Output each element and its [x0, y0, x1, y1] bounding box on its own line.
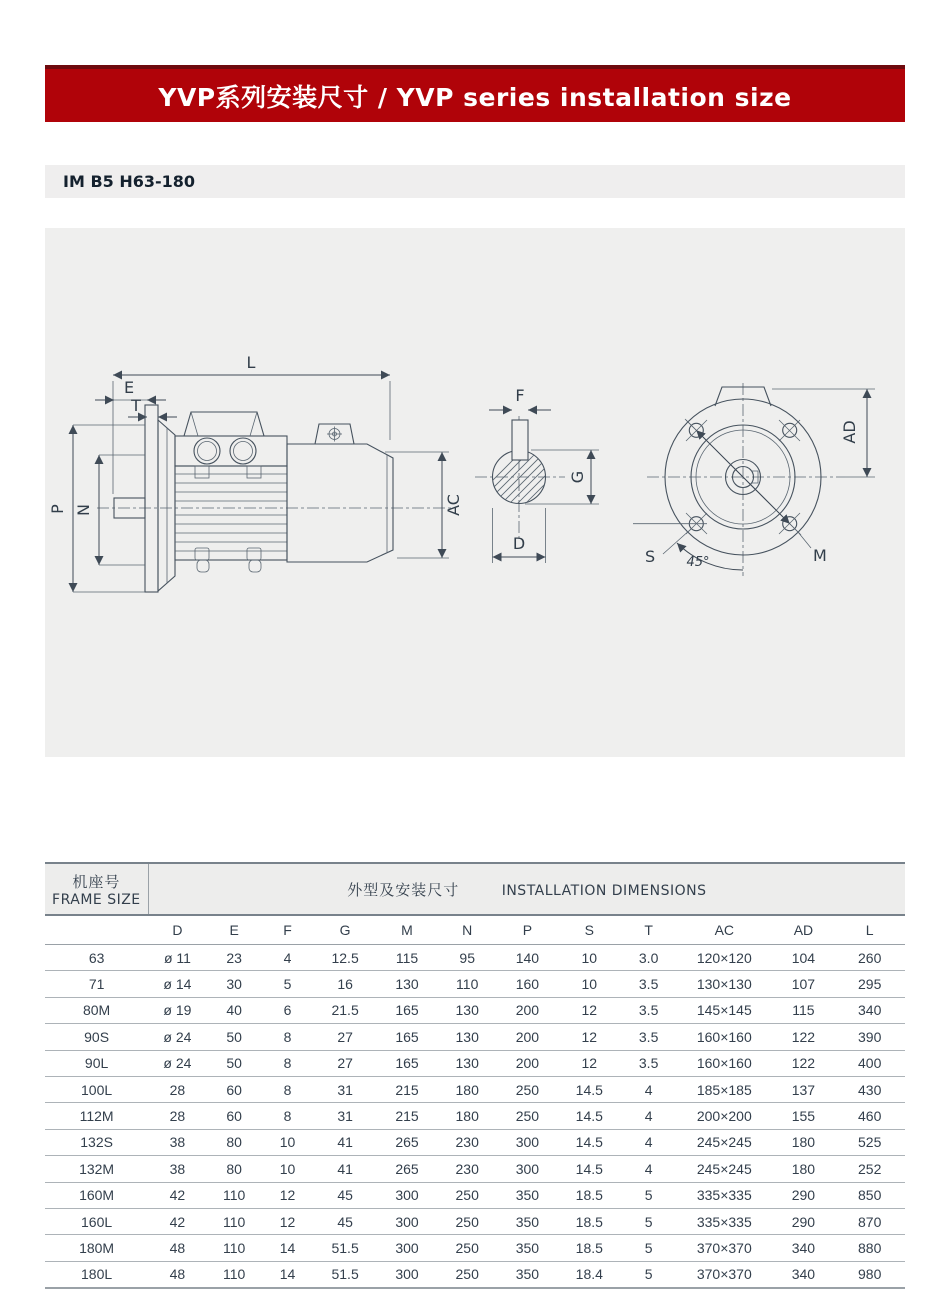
dimension-cell: 130	[437, 997, 497, 1023]
dimension-cell: 80	[207, 1129, 262, 1155]
dimension-cell: 215	[377, 1076, 437, 1102]
dimension-cell: 165	[377, 1024, 437, 1050]
dimension-cell: 350	[497, 1182, 557, 1208]
column-header-G: G	[313, 915, 377, 945]
dimension-cell: 5	[262, 971, 314, 997]
dimension-cell: 27	[313, 1050, 377, 1076]
dimension-cell: 8	[262, 1050, 314, 1076]
dimension-cell: 880	[834, 1235, 905, 1261]
dimension-cell: 28	[148, 1103, 206, 1129]
dimension-cell: 18.5	[557, 1235, 621, 1261]
dimension-cell: 51.5	[313, 1235, 377, 1261]
dim-label-AC: AC	[444, 494, 463, 516]
dimension-cell: 110	[223, 1266, 246, 1283]
column-header-T: T	[621, 915, 676, 945]
dimension-cell: 50	[207, 1024, 262, 1050]
dimension-cell: 300	[497, 1156, 557, 1182]
dim-label-G: G	[568, 470, 587, 484]
installation-dimensions-header	[148, 863, 905, 915]
dimension-cell: 6	[262, 997, 314, 1023]
dimension-cell: 8	[262, 1076, 314, 1102]
dimension-cell: 300	[377, 1182, 437, 1208]
column-header-L: L	[834, 915, 905, 945]
dimension-cell: 14.5	[557, 1103, 621, 1129]
dimension-cell: 155	[772, 1103, 834, 1129]
dimension-cell: 130	[377, 971, 437, 997]
table-row	[45, 1103, 905, 1129]
dimension-cell: 260	[834, 945, 905, 971]
frame-size-cell: 180M	[45, 1235, 148, 1261]
dimensions-table-wrap	[45, 862, 905, 1289]
dimension-cell: 48	[169, 1266, 186, 1283]
dimension-cell: 10	[262, 1129, 314, 1155]
dimension-cell: ø 11	[148, 945, 206, 971]
table-row	[45, 997, 905, 1023]
dim-label-F: F	[515, 386, 525, 405]
drawing-panel	[45, 228, 905, 757]
dimension-cell: 60	[207, 1103, 262, 1129]
dimension-cell: 31	[313, 1076, 377, 1102]
dimension-cell: 180	[772, 1156, 834, 1182]
dimension-cell: 18.5	[557, 1182, 621, 1208]
dim-label-angle: 45°	[686, 555, 710, 570]
dimension-cell: 4	[621, 1076, 676, 1102]
column-header-N: N	[437, 915, 497, 945]
dimension-cell: 12.5	[313, 945, 377, 971]
dim-label-P: P	[48, 504, 67, 514]
dimension-cell: 137	[772, 1076, 834, 1102]
dimension-cell: 335×335	[676, 1208, 772, 1234]
dimension-cell: 200	[497, 997, 557, 1023]
dimension-cell: 45	[313, 1182, 377, 1208]
dim-label-L: L	[246, 353, 256, 372]
dimension-cell: 3.5	[621, 997, 676, 1023]
dimension-cell: 180	[437, 1103, 497, 1129]
dimension-cell: 110	[207, 1235, 262, 1261]
dimension-cell: 110	[437, 971, 497, 997]
dimension-cell: 300	[377, 1235, 437, 1261]
dimension-cell: 215	[377, 1103, 437, 1129]
dimension-cell: 3.5	[621, 1050, 676, 1076]
table-row	[45, 1024, 905, 1050]
dimension-cell: 130×130	[676, 971, 772, 997]
dimension-cell: 160×160	[676, 1050, 772, 1076]
column-header-AC: AC	[676, 915, 772, 945]
dimension-cell: 250	[437, 1182, 497, 1208]
dimension-cell: 95	[437, 945, 497, 971]
table-header-row	[45, 863, 905, 915]
dimension-cell: 14.5	[557, 1076, 621, 1102]
dimension-cell: 4	[621, 1129, 676, 1155]
dimension-cell: 250	[437, 1235, 497, 1261]
dimension-cell: 115	[377, 945, 437, 971]
dimension-cell: 48	[148, 1235, 206, 1261]
dimension-cell: 850	[834, 1182, 905, 1208]
table-row	[45, 971, 905, 997]
dimension-cell: 290	[772, 1182, 834, 1208]
dimension-cell: 110	[207, 1182, 262, 1208]
motor-drawing	[45, 228, 905, 757]
dimension-cell: 41	[313, 1129, 377, 1155]
dimension-cell: 300	[497, 1129, 557, 1155]
table-row	[45, 1182, 905, 1208]
dimension-cell: 38	[148, 1156, 206, 1182]
dimension-cell: ø 24	[148, 1050, 206, 1076]
frame-size-cell: 90L	[45, 1050, 148, 1076]
dimension-cell: 370×370	[676, 1235, 772, 1261]
column-header-AD: AD	[772, 915, 834, 945]
dimension-cell: 370×370	[696, 1266, 752, 1283]
dim-label-E: E	[123, 378, 135, 397]
frame-size-cell: 180L	[81, 1266, 113, 1283]
dimension-cell: 8	[262, 1103, 314, 1129]
dimension-cell: 42	[148, 1208, 206, 1234]
dim-label-N: N	[74, 504, 93, 516]
dimension-cell: 12	[262, 1182, 314, 1208]
dimension-cell: 340	[791, 1266, 816, 1283]
table-body	[45, 945, 905, 1289]
dim-label-T: T	[131, 396, 141, 415]
dimension-cell: 16	[313, 971, 377, 997]
dimension-cell: 350	[497, 1235, 557, 1261]
dimension-cell: ø 14	[148, 971, 206, 997]
dimension-cell: ø 24	[148, 1024, 206, 1050]
dimension-cell: 4	[621, 1156, 676, 1182]
frame-size-cell: 112M	[45, 1103, 148, 1129]
dimension-cell: 980	[858, 1266, 882, 1283]
frame-size-header-en: FRAME SIZE	[52, 891, 141, 908]
dimension-cell: 265	[377, 1156, 437, 1182]
dimension-cell: 14.5	[557, 1129, 621, 1155]
dimension-cell: 40	[207, 997, 262, 1023]
eyebolt-icon	[327, 427, 342, 442]
dimension-cell: 18.4	[575, 1266, 603, 1283]
dimension-cell: 115	[772, 997, 834, 1023]
dimension-cell: 50	[207, 1050, 262, 1076]
dimension-cell: 5	[644, 1266, 653, 1283]
dimension-cell: 60	[207, 1076, 262, 1102]
side-view	[48, 353, 463, 592]
dimension-cell: 4	[621, 1103, 676, 1129]
dimension-cell: 230	[437, 1156, 497, 1182]
installation-dimensions-header-cn: 外型及安装尺寸	[347, 880, 460, 899]
mounting-code: IM B5 H63-180	[63, 172, 196, 191]
dimension-cell: 14	[262, 1235, 314, 1261]
dimension-cell: 145×145	[676, 997, 772, 1023]
dimension-cell: 14.5	[557, 1156, 621, 1182]
dim-label-AD: AD	[840, 420, 859, 444]
dimension-cell: 185×185	[676, 1076, 772, 1102]
dimension-cell: 165	[377, 997, 437, 1023]
dimension-cell: 250	[437, 1208, 497, 1234]
table-subheader-row	[45, 915, 905, 945]
dimension-cell: 120×120	[676, 945, 772, 971]
frame-size-cell: 90S	[45, 1024, 148, 1050]
table-row	[45, 1235, 905, 1261]
frame-size-cell: 160L	[45, 1208, 148, 1234]
dimension-cell: 3.5	[621, 971, 676, 997]
dimension-cell: 31	[313, 1103, 377, 1129]
table-row	[45, 1050, 905, 1076]
frame-size-cell: 80M	[45, 997, 148, 1023]
dimension-cell: 42	[148, 1182, 206, 1208]
dimension-cell: 18.5	[557, 1208, 621, 1234]
frame-size-subheader-empty	[45, 915, 148, 945]
dimension-cell: 30	[207, 971, 262, 997]
dimension-cell: 10	[557, 945, 621, 971]
dimension-cell: 8	[262, 1024, 314, 1050]
dimension-cell: 107	[772, 971, 834, 997]
page-title: YVP系列安装尺寸 / YVP series installation size	[158, 82, 792, 112]
dimension-cell: 265	[377, 1129, 437, 1155]
dimension-cell: 250	[497, 1076, 557, 1102]
dimension-cell: 390	[834, 1024, 905, 1050]
frame-size-cell: 132M	[45, 1156, 148, 1182]
table-row	[45, 945, 905, 971]
dimension-cell: 80	[207, 1156, 262, 1182]
dimension-cell: 200	[497, 1024, 557, 1050]
table-row	[45, 1261, 905, 1288]
dimension-cell: 12	[262, 1208, 314, 1234]
dimension-cell: 230	[437, 1129, 497, 1155]
dimension-cell: 3.5	[621, 1024, 676, 1050]
dimension-cell: 295	[834, 971, 905, 997]
frame-size-header	[45, 863, 148, 915]
dimension-cell: 5	[621, 1235, 676, 1261]
dimension-cell: 180	[772, 1129, 834, 1155]
dimension-cell: 252	[834, 1156, 905, 1182]
dimension-cell: 350	[515, 1266, 540, 1283]
dimension-cell: 12	[557, 1024, 621, 1050]
frame-size-cell: 63	[45, 945, 148, 971]
dimension-cell: ø 19	[148, 997, 206, 1023]
dimension-cell: 870	[834, 1208, 905, 1234]
dimension-cell: 200	[497, 1050, 557, 1076]
table-row	[45, 1076, 905, 1102]
dimension-cell: 340	[834, 997, 905, 1023]
column-header-M: M	[377, 915, 437, 945]
dim-label-M: M	[813, 546, 827, 565]
dimension-cell: 122	[772, 1024, 834, 1050]
dimension-cell: 5	[621, 1208, 676, 1234]
table-row	[45, 1129, 905, 1155]
dimension-cell: 430	[834, 1076, 905, 1102]
dimension-cell: 460	[834, 1103, 905, 1129]
column-header-S: S	[557, 915, 621, 945]
dimension-cell: 300	[377, 1208, 437, 1234]
dimension-cell: 21.5	[313, 997, 377, 1023]
column-header-D: D	[148, 915, 206, 945]
frame-size-cell: 160M	[45, 1182, 148, 1208]
dimension-cell: 245×245	[676, 1156, 772, 1182]
table-row	[45, 1156, 905, 1182]
dimension-cell: 45	[313, 1208, 377, 1234]
dim-label-S: S	[645, 547, 656, 566]
dimension-cell: 38	[148, 1129, 206, 1155]
dimension-cell: 340	[772, 1235, 834, 1261]
dimension-cell: 130	[437, 1050, 497, 1076]
dimension-cell: 110	[207, 1208, 262, 1234]
dimension-cell: 104	[772, 945, 834, 971]
dimension-cell: 10	[262, 1156, 314, 1182]
flange-front-view	[633, 383, 875, 576]
title-banner	[45, 65, 905, 122]
dimension-cell: 23	[207, 945, 262, 971]
dim-label-D: D	[512, 534, 526, 553]
dimension-cell: 27	[313, 1024, 377, 1050]
dimension-cell: 300	[395, 1266, 419, 1283]
frame-size-cell: 71	[45, 971, 148, 997]
dimension-cell: 10	[557, 971, 621, 997]
mounting-code-bar	[45, 165, 905, 198]
dimension-cell: 140	[497, 945, 557, 971]
dimension-cell: 180	[437, 1076, 497, 1102]
dimension-cell: 3.0	[621, 945, 676, 971]
dimension-cell: 335×335	[676, 1182, 772, 1208]
dimension-cell: 5	[621, 1182, 676, 1208]
column-header-F: F	[262, 915, 314, 945]
dimension-cell: 250	[497, 1103, 557, 1129]
column-header-P: P	[497, 915, 557, 945]
dimension-cell: 160×160	[676, 1024, 772, 1050]
dimension-cell: 28	[148, 1076, 206, 1102]
dimension-cell: 290	[772, 1208, 834, 1234]
frame-size-cell: 100L	[45, 1076, 148, 1102]
dimension-cell: 122	[772, 1050, 834, 1076]
dimension-cell: 525	[834, 1129, 905, 1155]
dimension-cell: 41	[313, 1156, 377, 1182]
column-header-E: E	[207, 915, 262, 945]
dimension-cell: 250	[455, 1266, 479, 1283]
installation-dimensions-table	[45, 862, 905, 1289]
dimension-cell: 350	[497, 1208, 557, 1234]
installation-dimensions-header-en: INSTALLATION DIMENSIONS	[501, 882, 707, 899]
dimension-cell: 12	[557, 1050, 621, 1076]
dimension-cell: 245×245	[676, 1129, 772, 1155]
shaft-section-view	[455, 386, 599, 563]
dimension-cell: 4	[262, 945, 314, 971]
dimension-cell: 14	[279, 1266, 296, 1283]
dimension-cell: 12	[557, 997, 621, 1023]
dimension-cell: 130	[437, 1024, 497, 1050]
dimension-cell: 160	[497, 971, 557, 997]
dimension-cell: 200×200	[676, 1103, 772, 1129]
table-row	[45, 1208, 905, 1234]
frame-size-cell: 132S	[45, 1129, 148, 1155]
dimension-cell: 400	[834, 1050, 905, 1076]
dimension-cell: 165	[377, 1050, 437, 1076]
dimension-cell: 51.5	[331, 1266, 359, 1283]
frame-size-header-cn: 机座号	[72, 872, 121, 891]
